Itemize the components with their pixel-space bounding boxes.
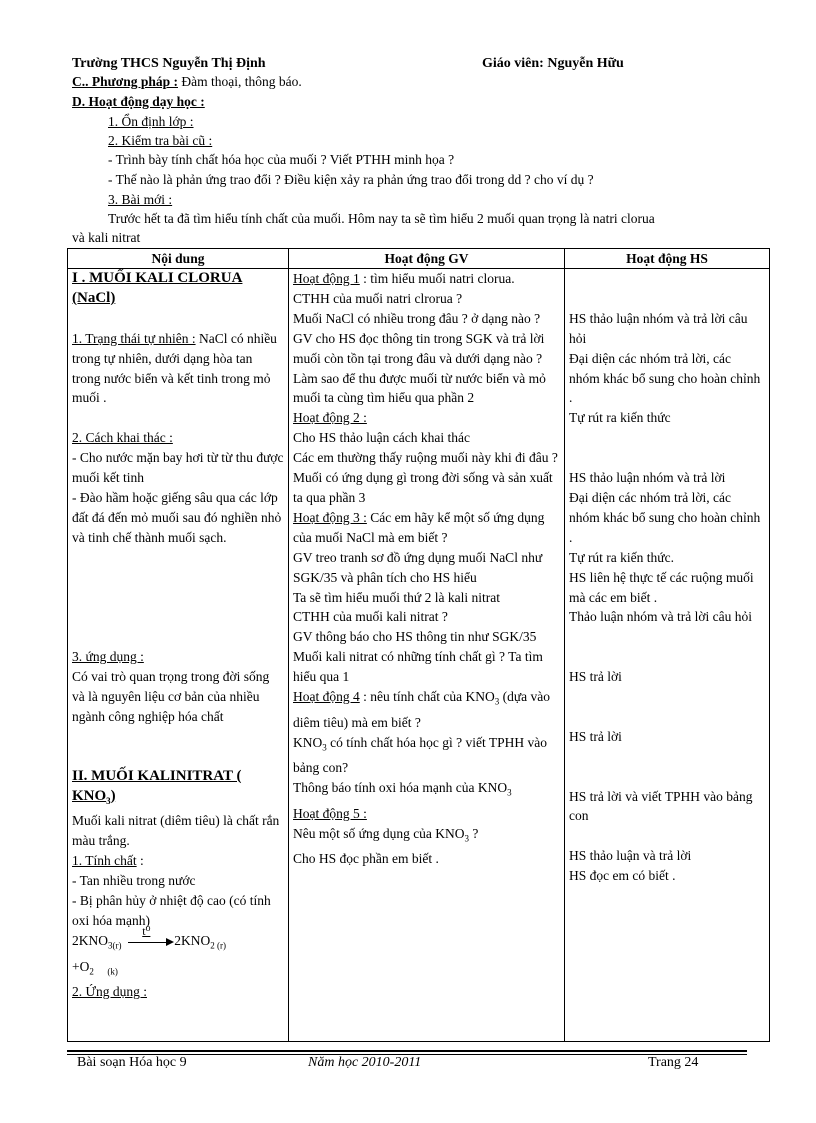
header-student-activity: Hoạt động HS	[565, 249, 770, 269]
activity-heading: D. Hoạt động dạy học :	[72, 94, 205, 109]
footer-page: Trang 24	[648, 1055, 699, 1070]
header-content: Nội dung	[68, 249, 289, 269]
application-text: Có vai trò quan trọng trong đời sống và là nguyên liệu cơ bản của nhiều ngành công nghiệp hóa chất	[72, 669, 270, 724]
gv-line-12: Muối kali nitrat có những tính chất gì ? Ta tìm hiểu qua 1	[293, 649, 543, 685]
student-activity-column	[565, 269, 770, 1042]
activity-1: Hoạt động 1 : tìm hiểu muối natri clorua.	[293, 271, 515, 286]
usage-label: 2. Ứng dụng :	[72, 984, 147, 1000]
footer-rule-thick	[67, 1050, 747, 1052]
natural-state-text: NaCl có nhiều trong tự nhiên, dưới dạng hòa tan trong nước biển và kết tinh trong mỏ muối .	[72, 330, 277, 406]
gv-line-16: Cho HS đọc phần em biết .	[293, 851, 439, 867]
teacher-name: Giáo viên: Nguyễn Hữu	[482, 56, 624, 71]
activity-3: Hoạt động 3 : Các em hãy kể một số ứng dụng của muối NaCl mà em biết ?	[293, 509, 545, 545]
hs-line-9: HS trả lời	[569, 669, 622, 685]
teacher-activity-column	[289, 269, 565, 1042]
gv-line-8: GV treo tranh sơ đồ ứng dụng muối NaCl như SGK/35 và phân tích cho HS hiểu	[293, 549, 543, 585]
gv-line-2: Muối NaCl có nhiều trong đâu ? ở dạng nào ?	[293, 310, 541, 326]
gv-line-5: Cho HS thảo luận cách khai thác	[293, 430, 470, 446]
condition-label: t⁰	[142, 923, 151, 938]
question-2: - Thế nào là phản ứng trao đổi ? Điều kiện xảy ra phản ứng trao đổi trong dd ? cho ví dụ ?	[108, 172, 594, 187]
table-body-row	[68, 269, 770, 1042]
gv-line-15: Nêu một số ứng dụng của $KNO_3$ ?	[293, 825, 479, 844]
extraction-label: 2. Cách khai thác :	[72, 430, 173, 446]
hs-line-5: Đại diện các nhóm trả lời, các nhóm khác bổ sung cho hoàn chỉnh .	[569, 489, 761, 545]
hs-line-3: Tự rút ra kiến thức	[569, 410, 671, 426]
hs-line-13: HS đọc em có biết .	[569, 868, 676, 884]
natural-state-label: 1. Trạng thái tự nhiên :	[72, 330, 196, 346]
section-2-text: Muối kali nitrat (diêm tiêu) là chất rắn màu trắng.	[72, 813, 280, 849]
activity-2: Hoạt động 2 :	[293, 410, 367, 426]
hs-line-11: HS trả lời và viết TPHH vào bảng con	[569, 788, 753, 824]
school-name: Trường THCS Nguyễn Thị Định	[72, 56, 266, 71]
step-2: 2. Kiểm tra bài cũ :	[108, 133, 213, 148]
gv-line-10: CTHH của muối kali nitrat ?	[293, 609, 448, 625]
equation-oxygen: $+O_2$ $_{(k)}$	[72, 958, 118, 977]
section-2-title: II. MUỐI KALINITRAT ( $KNO_3$)	[72, 767, 242, 806]
gv-line-9: Ta sẽ tìm hiểu muối thứ 2 là kali nitrat	[293, 589, 500, 605]
header-teacher-activity: Hoạt động GV	[289, 249, 565, 269]
lead-line-2: và kali nitrat	[72, 230, 141, 245]
gv-line-14: Thông báo tính oxi hóa mạnh của $KNO_3$	[293, 780, 512, 798]
lesson-table	[67, 248, 770, 1042]
content-column	[68, 269, 289, 1042]
property-a: - Tan nhiều trong nước	[72, 873, 196, 889]
hs-line-1: HS thảo luận nhóm và trả lời câu hỏi	[569, 310, 748, 346]
hs-line-10: HS trả lời	[569, 728, 622, 744]
activity-5: Hoạt động 5 :	[293, 805, 367, 821]
step-1: 1. Ổn định lớp :	[108, 114, 194, 129]
decomposition-equation: $2KNO_{3(r)}$ t⁰ $2KNO_{2 (r)}$	[72, 923, 226, 951]
hs-line-6: Tự rút ra kiến thức.	[569, 549, 674, 565]
extraction-a: - Cho nước mặn bay hơi từ từ thu được muối kết tinh	[72, 450, 284, 486]
gv-line-13: $KNO_3$ có tính chất hóa học gì ? viết TPHH vào bảng con?	[293, 734, 547, 776]
gv-line-11: GV thông báo cho HS thông tin như SGK/35	[293, 629, 537, 645]
method-text: Đàm thoại, thông báo.	[177, 74, 302, 89]
hs-line-12: HS thảo luận và trả lời	[569, 848, 692, 864]
question-1: - Trình bày tính chất hóa học của muối ? Viết PTHH minh họa ?	[108, 152, 455, 167]
lead-line-1: Trước hết ta đã tìm hiểu tính chất của muối. Hôm nay ta sẽ tìm hiểu 2 muối quan trọng là natri clorua	[108, 211, 655, 226]
footer-center: Năm học 2010-2011	[308, 1055, 422, 1070]
extraction-b: - Đào hầm hoặc giếng sâu qua các lớp đất đá đến mỏ muối sau đó nghiền nhỏ và tinh chế thành muối sạch.	[72, 489, 282, 545]
natural-state	[72, 329, 284, 409]
application-label: 3. ứng dụng :	[72, 649, 144, 665]
method-line	[72, 74, 302, 90]
step-3: 3. Bài mới :	[108, 192, 173, 207]
property-b: - Bị phân hủy ở nhiệt độ cao (có tính oxi hóa mạnh)	[72, 893, 271, 928]
activity-4: Hoạt động 4 : nêu tính chất của $KNO_3$ (dựa vào diêm tiêu) mà em biết ?	[293, 689, 551, 730]
gv-line-3: GV cho HS đọc thông tin trong SGK và trả lời muối còn tồn tại trong đâu và dưới dạng nào ?	[293, 330, 545, 366]
gv-line-1: CTHH của muối natri clrorua ?	[293, 290, 463, 306]
hs-line-2: Đại diện các nhóm trả lời, các nhóm khác bổ sung cho hoàn chỉnh .	[569, 350, 761, 406]
hs-line-7: HS liên hệ thực tế các ruộng muối mà các em biết .	[569, 569, 754, 605]
gv-line-6: Các em thường thấy ruộng muối này khi đi đâu ?	[293, 450, 558, 466]
hs-line-4: HS thảo luận nhóm và trả lời	[569, 470, 726, 486]
method-label: C.. Phương pháp :	[72, 74, 178, 89]
hs-line-8: Thảo luận nhóm và trả lời câu hỏi	[569, 609, 752, 625]
gv-line-4: Làm sao để thu được muối từ nước biển và mỏ muối ta cùng tìm hiểu qua phần 2	[293, 370, 546, 406]
properties-label: 1. Tính chất :	[72, 853, 144, 869]
section-1-title: I . MUỐI KALI CLORUA (NaCl)	[72, 270, 243, 306]
gv-line-7: Muối có ứng dụng gì trong đời sống và sản xuất ta qua phần 3	[293, 470, 553, 505]
table-header-row	[68, 249, 770, 269]
footer-left: Bài soạn Hóa học 9	[77, 1055, 187, 1070]
reaction-arrow-icon	[128, 936, 174, 948]
